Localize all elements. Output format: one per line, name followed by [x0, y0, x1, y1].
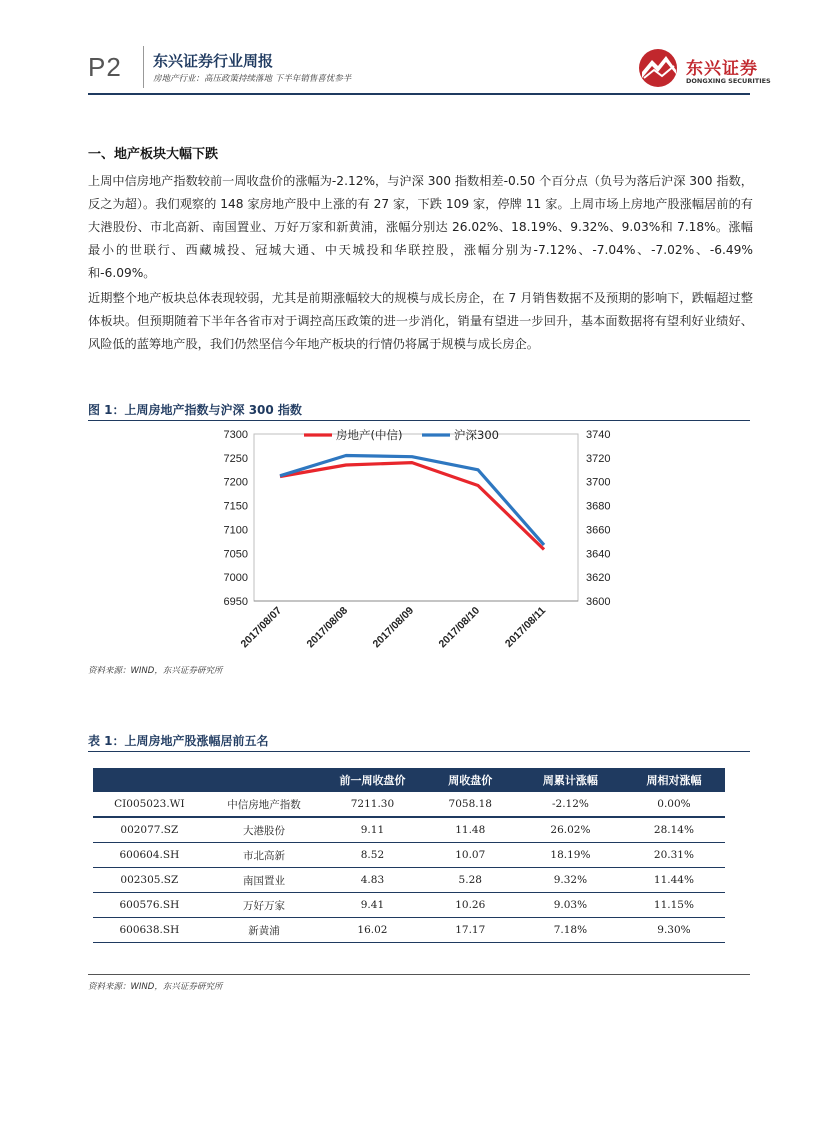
- table-header-row: [93, 768, 725, 792]
- company-logo: [636, 46, 776, 90]
- y-right-tick-label: 3660: [586, 524, 611, 537]
- x-tick-label: 2017/08/10: [436, 604, 483, 651]
- header-divider: [143, 46, 144, 88]
- table-cell: 中信房地产指数: [206, 792, 323, 817]
- table-cell: 大港股份: [206, 817, 323, 843]
- x-tick-label: 2017/08/07: [238, 604, 285, 651]
- table-row: [93, 868, 725, 893]
- table-cell: 002305.SZ: [93, 868, 206, 893]
- table-row: [93, 918, 725, 943]
- table-bottom-rule: [88, 974, 750, 975]
- table-cell: -2.12%: [518, 792, 623, 817]
- table-cell: 7.18%: [518, 918, 623, 943]
- y-right-tick-label: 3740: [586, 429, 611, 441]
- y-left-tick-label: 7200: [223, 476, 248, 489]
- table-cell: 600576.SH: [93, 893, 206, 918]
- table-cell: 4.83: [322, 868, 422, 893]
- paragraph-1: 上周中信房地产指数较前一周收盘价的涨幅为-2.12%，与沪深 300 指数相差-0.50 个百分点（负号为落后沪深 300 指数，反之为超）。我们观察的 148 家房地产股中上涨的有 27 家，下跌 109 家，停牌 11 家。上周市场上房地产股涨幅居前的有大港股份、市北高新、南国置业、万好万家和新黄浦，涨幅分别达 26.02%、18.19%、9.32%、9.03%和 7.18%。涨幅最小的世联行、西藏城投、冠城大通、中天城投和华联控股，涨幅分别为-7.12%、-7.04%、-7.02%、-6.49%和-6.09%。: [88, 174, 753, 280]
- table-cell: 南国置业: [206, 868, 323, 893]
- table-row: [93, 893, 725, 918]
- y-left-tick-label: 7100: [223, 524, 248, 537]
- table-cell: 市北高新: [206, 843, 323, 868]
- y-right-tick-label: 3640: [586, 548, 611, 561]
- page-number: P2: [88, 52, 122, 82]
- table-header-cell: 前一周收盘价: [322, 768, 422, 792]
- table-header-cell: 周累计涨幅: [518, 768, 623, 792]
- table-caption: 表 1：上周房地产股涨幅居前五名: [88, 734, 269, 748]
- table-cell: 17.17: [423, 918, 518, 943]
- table-cell: 10.26: [423, 893, 518, 918]
- table-header-cell: [93, 768, 206, 792]
- table-cell: 8.52: [322, 843, 422, 868]
- table-cell: 7211.30: [322, 792, 422, 817]
- y-right-tick-label: 3620: [586, 572, 611, 585]
- table-row: [93, 843, 725, 868]
- table-cell: 11.44%: [623, 868, 725, 893]
- table-cell: 600604.SH: [93, 843, 206, 868]
- table-cell: 9.32%: [518, 868, 623, 893]
- y-left-tick-label: 7050: [223, 548, 248, 561]
- y-left-tick-label: 7150: [223, 500, 248, 513]
- table-cell: 20.31%: [623, 843, 725, 868]
- table-header-cell: [206, 768, 323, 792]
- table-cell: 9.03%: [518, 893, 623, 918]
- table-row: [93, 817, 725, 843]
- figure-caption: 图 1：上周房地产指数与沪深 300 指数: [88, 403, 302, 417]
- table-cell: 7058.18: [423, 792, 518, 817]
- report-subtitle: 房地产行业：高压政策持续落地 下半年销售喜忧参半: [153, 74, 352, 84]
- y-right-tick-label: 3720: [586, 452, 611, 465]
- legend-label: 沪深300: [454, 428, 499, 442]
- table-cell: 0.00%: [623, 792, 725, 817]
- y-left-tick-label: 7000: [223, 572, 248, 585]
- table-cell: 16.02: [322, 918, 422, 943]
- table-caption-rule: [88, 751, 750, 752]
- table-cell: 万好万家: [206, 893, 323, 918]
- x-tick-label: 2017/08/09: [370, 604, 417, 651]
- table-cell: 18.19%: [518, 843, 623, 868]
- logo-text-cn: 东兴证券: [686, 59, 758, 79]
- header-rule: [88, 93, 750, 95]
- table-cell: 26.02%: [518, 817, 623, 843]
- y-right-tick-label: 3680: [586, 500, 611, 513]
- x-tick-label: 2017/08/08: [304, 604, 351, 651]
- section-title: 一、地产板块大幅下跌: [88, 147, 219, 162]
- figure-source: 资料来源：WIND，东兴证券研究所: [88, 666, 223, 676]
- table-cell: 9.41: [322, 893, 422, 918]
- table-cell: 600638.SH: [93, 918, 206, 943]
- table-cell: 11.48: [423, 817, 518, 843]
- y-left-tick-label: 7300: [223, 429, 248, 441]
- table-header-cell: 周相对涨幅: [623, 768, 725, 792]
- legend-label: 房地产(中信): [336, 428, 403, 442]
- x-tick-label: 2017/08/11: [502, 604, 549, 650]
- y-right-tick-label: 3700: [586, 476, 611, 489]
- table-header-cell: 周收盘价: [423, 768, 518, 792]
- table-cell: 9.30%: [623, 918, 725, 943]
- table-cell: 11.15%: [623, 893, 725, 918]
- logo-text-en: DONGXING SECURITIES: [686, 77, 771, 85]
- figure-caption-rule: [88, 420, 750, 421]
- table-source: 资料来源：WIND，东兴证券研究所: [88, 982, 223, 992]
- y-right-tick-label: 3600: [586, 596, 611, 608]
- paragraph-2: 近期整个地产板块总体表现较弱，尤其是前期涨幅较大的规模与成长房企，在 7 月销售数据不及预期的影响下，跌幅超过整体板块。但预期随着下半年各省市对于调控高压政策的进一步消化，销量有望进一步回升，基本面数据将有望利好业绩好、风险低的蓝筹地产股，我们仍然坚信今年地产板块的行情仍将属于规模与成长房企。: [88, 291, 753, 351]
- table-cell: 28.14%: [623, 817, 725, 843]
- table-cell: 9.11: [322, 817, 422, 843]
- table-cell: CI005023.WI: [93, 792, 206, 817]
- table-cell: 002077.SZ: [93, 817, 206, 843]
- y-left-tick-label: 6950: [223, 596, 248, 608]
- logo-emblem-icon: [636, 48, 682, 88]
- stock-table: [93, 768, 725, 943]
- table-cell: 5.28: [423, 868, 518, 893]
- report-title: 东兴证券行业周报: [153, 52, 274, 70]
- line-chart: [88, 423, 750, 663]
- y-left-tick-label: 7250: [223, 452, 248, 465]
- table-cell: 新黄浦: [206, 918, 323, 943]
- table-cell: 10.07: [423, 843, 518, 868]
- table-row: [93, 792, 725, 817]
